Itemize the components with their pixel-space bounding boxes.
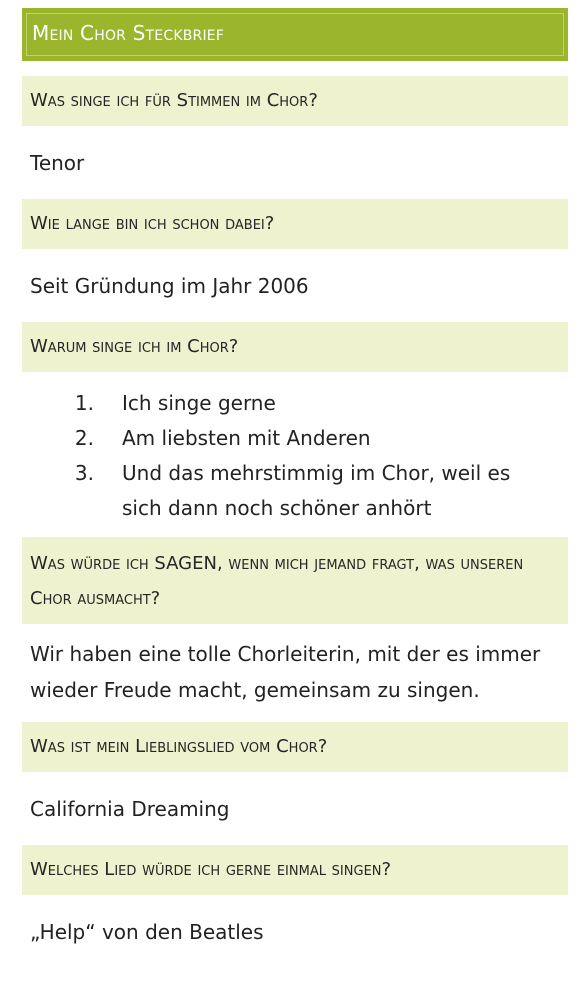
answer-voice: Tenor (30, 150, 85, 175)
title-bar (22, 8, 568, 61)
question-choir-special (22, 537, 568, 624)
list-text: Und das mehrstimmig im Chor, weil es sich dann noch schöner anhört (122, 461, 511, 520)
list-item (22, 421, 568, 456)
list-item (22, 386, 568, 421)
list-text: Ich singe gerne (122, 391, 276, 415)
list-item (22, 456, 568, 526)
list-number: 1. (74, 391, 94, 415)
list-number: 3. (74, 461, 94, 485)
question-favorite-song-text: Was ist mein Lieblingslied vom Chor? (30, 736, 328, 757)
answer-favorite-song: California Dreaming (30, 796, 230, 821)
question-choir-special-text: Was würde ich SAGEN, wenn mich jemand fragt, was unseren Chor ausmacht? (30, 553, 524, 609)
steckbrief-document (22, 8, 568, 968)
answer-choir-special: Wir haben eine tolle Chorleiterin, mit der es immer wieder Freude macht, gemeinsam zu singen. (30, 642, 541, 702)
answer-wish-song: „Help“ von den Beatles (30, 919, 264, 944)
question-favorite-song (22, 722, 568, 772)
question-voice (22, 76, 568, 126)
answer-duration: Seit Gründung im Jahr 2006 (30, 273, 309, 298)
question-duration (22, 199, 568, 249)
question-why-text: Warum singe ich im Chor? (30, 336, 239, 357)
question-why (22, 322, 568, 372)
question-duration-text: Wie lange bin ich schon dabei? (30, 213, 275, 234)
question-voice-text: Was singe ich für Stimmen im Chor? (30, 90, 318, 111)
list-text: Am liebsten mit Anderen (122, 426, 371, 450)
document-title: Mein Chor Steckbrief (32, 21, 225, 45)
list-number: 2. (74, 426, 94, 450)
question-wish-song (22, 845, 568, 895)
question-wish-song-text: Welches Lied würde ich gerne einmal singen? (30, 859, 392, 880)
reasons-list (22, 372, 568, 537)
